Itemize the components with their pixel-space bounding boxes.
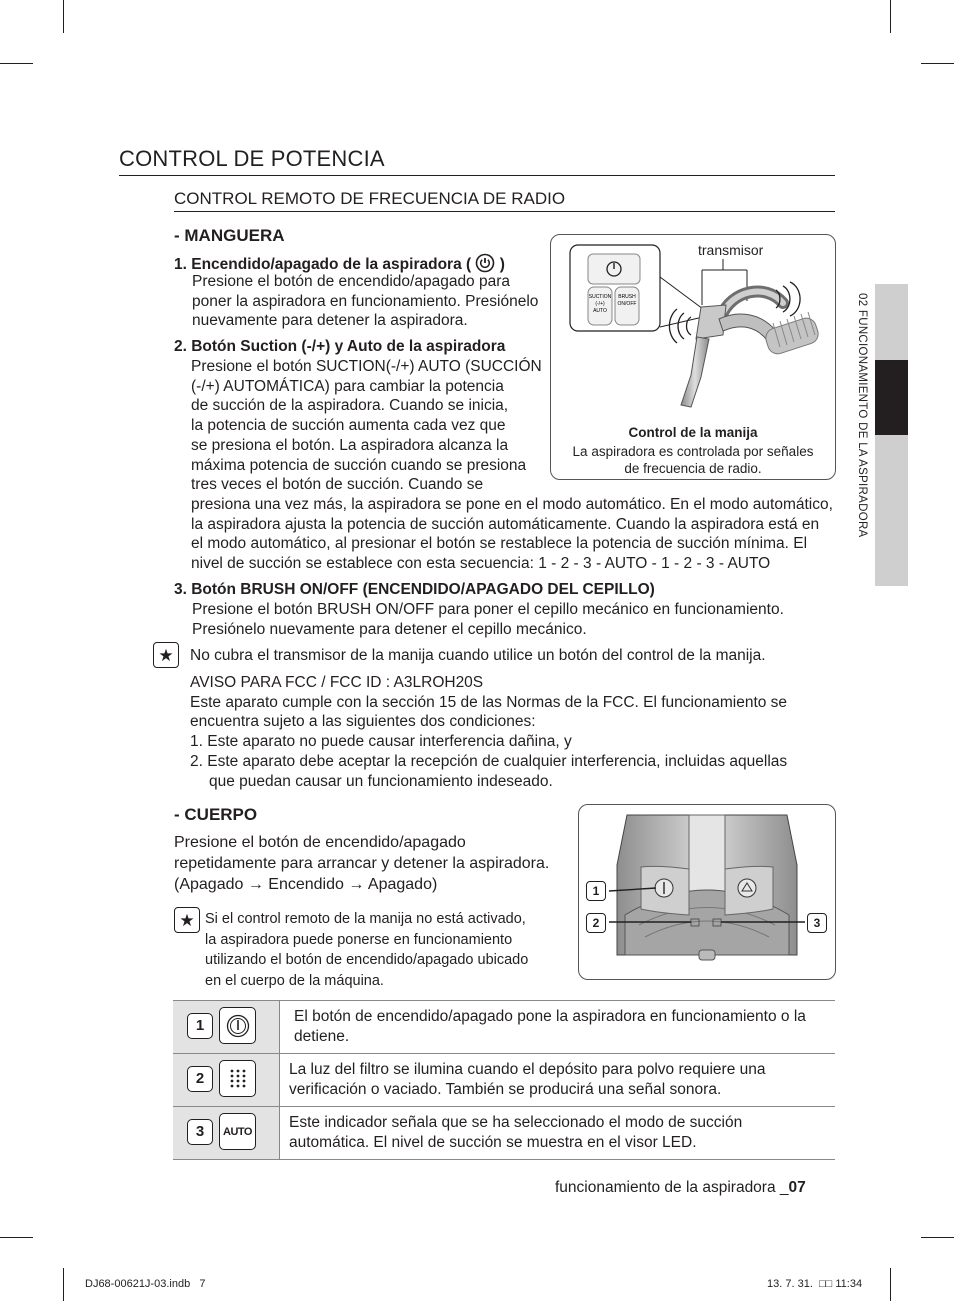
section-title: CONTROL DE POTENCIA <box>119 146 385 171</box>
side-tab-label: 02 FUNCIONAMIENTO DE LA ASPIRADORA <box>856 293 868 538</box>
cuerpo-note-star-icon: ★ <box>174 907 200 933</box>
print-file-slug: DJ68-00621J-03.indb 7 <box>85 1278 206 1290</box>
svg-text:ON/OFF: ON/OFF <box>617 301 637 307</box>
table-row <box>173 1107 835 1160</box>
item2-title: 2. Botón Suction (-/+) y Auto de la aspiradora <box>174 338 506 355</box>
callout-1: 1 <box>586 881 606 901</box>
feature-icon-cell <box>173 1001 280 1054</box>
callout-2: 2 <box>586 913 606 933</box>
cuerpo-note: Si el control remoto de la manija no está activado, la aspiradora puede ponerse en funcionamiento utilizando el botón de encendido/apagado ubicado en el cuerpo de la máquina. <box>205 911 529 990</box>
side-tab <box>875 284 908 586</box>
item3-title: 3. Botón BRUSH ON/OFF (ENCENDIDO/APAGADO DEL CEPILLO) <box>174 581 655 598</box>
feature-number: 2 <box>187 1066 213 1092</box>
item3-text: Presione el botón BRUSH ON/OFF para poner el cepillo mecánico en funcionamiento. Presiónelo nuevamente para detener el cepillo mecánico. <box>192 601 784 638</box>
item2-text-wide: presiona una vez más, la aspiradora se pone en el modo automático. En el modo automático, la aspiradora ajusta la potencia de succión automáticamente. Cuando la aspiradora está en el modo automático, al presionar el botón se restablece la potencia de succión mínima. El nivel de succión se establece con esta secuencia: 1 - 2 - 3 - AUTO - 1 - 2 - 3 - AUTO <box>191 496 833 573</box>
handle-figure <box>550 234 836 480</box>
crop-mark <box>0 63 33 64</box>
power-button-icon <box>219 1007 256 1044</box>
subtitle-rule <box>174 211 835 212</box>
suction-label: SUCTION <box>588 294 612 300</box>
manguera-heading: - MANGUERA <box>174 226 285 245</box>
title-rule <box>119 175 835 176</box>
cuerpo-heading: - CUERPO <box>174 805 258 824</box>
figure1-caption: La aspiradora es controlada por señales de frecuencia de radio. <box>572 444 814 476</box>
crop-mark <box>63 0 64 33</box>
print-date-slug: 13. 7. 31. □□ 11:34 <box>767 1278 863 1290</box>
filter-light-icon <box>219 1060 256 1097</box>
cuerpo-text: Presione el botón de encendido/apagado repetidamente para arrancar y detener la aspiradora. (Apagado → Encendido → Apagado) <box>174 834 550 893</box>
subsection-title: CONTROL REMOTO DE FRECUENCIA DE RADIO <box>174 189 566 208</box>
crop-mark <box>890 0 891 33</box>
figure1-caption-title: Control de la manija <box>628 425 758 440</box>
side-tab-marker <box>875 360 908 435</box>
transmitter-label: transmisor <box>698 242 764 258</box>
svg-text:AUTO: AUTO <box>593 308 607 314</box>
feature-icon-cell <box>173 1054 280 1107</box>
note-text: No cubra el transmisor de la manija cuando utilice un botón del control de la manija. <box>190 647 766 664</box>
body-illustration <box>579 805 835 979</box>
table-row <box>173 1001 835 1054</box>
crop-mark <box>63 1268 64 1301</box>
feature-text: La luz del filtro se ilumina cuando el depósito para polvo requiere una verificación o vaciado. También se producirá una señal sonora. <box>280 1054 836 1107</box>
auto-mode-icon: AUTO <box>219 1113 256 1150</box>
page-footer: funcionamiento de la aspiradora _07 <box>555 1179 806 1196</box>
features-table <box>173 1000 835 1160</box>
feature-number: 3 <box>187 1119 213 1145</box>
table-row <box>173 1054 835 1107</box>
handle-illustration <box>551 235 835 420</box>
crop-mark <box>921 1237 954 1238</box>
feature-text: Este indicador señala que se ha seleccionado el modo de succión automática. El nivel de succión se muestra en el visor LED. <box>280 1107 836 1160</box>
fcc-title: AVISO PARA FCC / FCC ID : A3LROH20S <box>190 674 484 691</box>
page-number: 07 <box>788 1179 806 1196</box>
feature-icon-cell <box>173 1107 280 1160</box>
crop-mark <box>0 1237 33 1238</box>
crop-mark <box>890 1268 891 1301</box>
feature-text: El botón de encendido/apagado pone la aspiradora en funcionamiento o la detiene. <box>280 1001 836 1054</box>
svg-text:(-/+): (-/+) <box>595 301 605 307</box>
body-figure <box>578 804 836 980</box>
item2-text-narrow: Presione el botón SUCTION(-/+) AUTO (SUCCIÓN (-/+) AUTOMÁTICA) para cambiar la potencia de succión de la aspiradora. Cuando se inicia, la potencia de succión aumenta cada vez que se presiona el botón. La aspiradora alcanza la máxima potencia de succión cuando se presiona tres veces el botón de succión. Cuando se <box>191 358 542 494</box>
item1-title: 1. Encendido/apagado de la aspiradora ( ) <box>174 253 505 278</box>
svg-text:BRUSH: BRUSH <box>618 294 636 300</box>
item1-text: Presione el botón de encendido/apagado para poner la aspiradora en funcionamiento. Presiónelo nuevamente para detener la aspiradora. <box>192 273 539 330</box>
feature-number: 1 <box>187 1013 213 1039</box>
callout-3: 3 <box>807 913 827 933</box>
note-star-icon: ★ <box>153 642 179 668</box>
fcc-notice: AVISO PARA FCC / FCC ID : A3LROH20S Este aparato cumple con la sección 15 de las Normas de la FCC. El funcionamiento se encuentra sujeto a las siguientes dos condiciones: 1. Este aparato no puede causar interferencia dañina, y 2. Este aparato debe aceptar la recepción de cualquier interferencia, incluidas aquellas que puedan causar un funcionamiento indeseado. <box>190 673 840 791</box>
crop-mark <box>921 63 954 64</box>
